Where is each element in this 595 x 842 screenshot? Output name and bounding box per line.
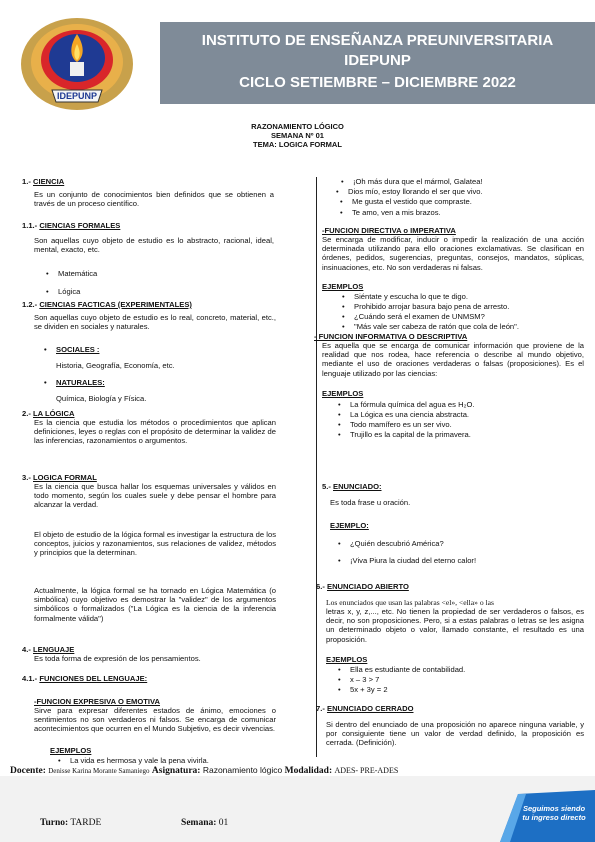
turno-label: Turno: [40, 818, 69, 828]
list-item: • Dios mío, estoy llorando el ser que vivo. [348, 187, 483, 196]
svg-text:IDEPUNP: IDEPUNP [56, 91, 98, 101]
week-title: SEMANA Nº 01 [271, 131, 324, 140]
list-item: • ¿Quién descubrió América? [350, 539, 444, 548]
section-enunciado-cerrado-heading: 7.- ENUNCIADO CERRADO [316, 704, 414, 713]
institute-banner [160, 22, 595, 104]
slogan-badge [500, 790, 595, 842]
section-logica-formal-text-2: El objeto de estudio de la lógica formal es investigar la estructura de los conceptos, juicios y razonamientos, sus relaciones de validez, métodos y principios que la determinan. [34, 530, 276, 558]
list-item: • 5x + 3y = 2 [350, 685, 388, 694]
course-info-line [10, 765, 398, 776]
idepunp-logo [18, 14, 136, 114]
funcion-expresiva-text: Sirve para expresar diferentes estados de ánimo, emociones o sentimientos no son verdaderos ni falsos. Se encarga de comunicar acontecimientos que ocurren en el Mundo Subjetivo, es decir vivencias. [34, 706, 276, 734]
list-item: • Trujillo es la capital de la primavera. [350, 430, 471, 439]
semana-value: 01 [218, 818, 229, 828]
slogan-line-2: tu ingreso directo [522, 813, 586, 822]
list-item: • Todo mamífero es un ser vivo. [350, 420, 452, 429]
funcion-informativa-examples-label: EJEMPLOS [322, 389, 364, 398]
funcion-expresiva-heading: -FUNCION EXPRESIVA O EMOTIVA [34, 697, 161, 706]
naturales-label: • NATURALES: [56, 378, 105, 387]
section-la-logica-heading: 2.- LA LÓGICA [22, 409, 75, 418]
modalidad-value: ADES- PRE-ADES [334, 766, 399, 775]
modalidad-label: Modalidad: [284, 766, 333, 776]
docente-value: Denisse Karina Morante Samaniego [48, 767, 150, 775]
funcion-directiva-text: Se encarga de modificar, inducir o impedir la realización de una acción determinada utilizando para ello oraciones exclamativas. Se clasifican en órdenes, pedidos, sugerencias, preguntas, consejos, mandatos, súplicas, insinuaciones, etc. No son verdaderas ni falsas. [322, 235, 584, 272]
section-enunciado-abierto-text-a: Los enunciados que usan las palabras <el», <ella» o las [326, 598, 494, 607]
list-item: • Ella es estudiante de contabilidad. [350, 665, 465, 674]
section-ciencia-text: Es un conjunto de conocimientos bien definidos que se obtienen a través de un proceso científico. [34, 190, 274, 209]
section-ciencias-formales-text: Son aquellas cuyo objeto de estudio es lo abstracto, racional, ideal, mental, exacto, etc. [34, 236, 274, 255]
section-ciencias-formales-heading: 1.1.- CIENCIAS FORMALES [22, 221, 121, 230]
list-item: • ¿Cuándo será el examen de UNMSM? [354, 312, 485, 321]
section-lenguaje-heading: 4.- LENGUAJE [22, 645, 75, 654]
section-ciencias-facticas-heading: 1.2.- CIENCIAS FACTICAS (EXPERIMENTALES) [22, 300, 192, 309]
section-funciones-lenguaje-heading: 4.1.- FUNCIONES DEL LENGUAJE: [22, 674, 148, 683]
enunciado-abierto-examples-label: EJEMPLOS [326, 655, 368, 664]
cycle-title: CICLO SETIEMBRE – DICIEMBRE 2022 [239, 74, 516, 91]
section-enunciado-cerrado-text: Si dentro del enunciado de una proposición no aparece ninguna variable, y por consiguiente tiene un valor de verdad definido, la proposición es cerrada. (Definición). [326, 720, 584, 748]
section-logica-formal-heading: 3.- LOGICA FORMAL [22, 473, 97, 482]
semana-label: Semana: [181, 818, 217, 828]
column-divider [316, 177, 317, 757]
left-column [22, 177, 307, 186]
list-item: • ¡Viva Piura la ciudad del eterno calor! [350, 556, 476, 565]
section-enunciado-text: Es toda frase u oración. [330, 498, 411, 507]
course-title: RAZONAMIENTO LÓGICO [251, 122, 344, 131]
section-ciencia-heading: 1.- CIENCIA [22, 177, 65, 186]
institute-acronym: IDEPUNP [344, 52, 411, 69]
list-item: • ¡Oh más dura que el mármol, Galatea! [353, 177, 483, 186]
list-item: • La fórmula química del agua es H₂O. [350, 400, 475, 409]
list-item: • Matemática [58, 269, 97, 278]
list-item: • La Lógica es una ciencia abstracta. [350, 410, 469, 419]
section-enunciado-heading: 5.- ENUNCIADO: [322, 482, 382, 491]
funcion-expresiva-examples-label: EJEMPLOS [50, 746, 92, 755]
section-lenguaje-text: Es toda forma de expresión de los pensamientos. [34, 654, 201, 663]
funcion-informativa-text: Es aquella que se encarga de comunicar información que proviene de la realidad que nos rodea, hace referencia o describe al mundo objetivo, mediante el uso de oraciones verdaderas o falsas (proposiciones). Es el lenguaje utilizado por las ciencias: [322, 341, 584, 378]
list-item: • "Más vale ser cabeza de ratón que cola de león". [354, 322, 519, 331]
list-item: • x – 3 > 7 [350, 675, 379, 684]
topic-title: TEMA: LOGICA FORMAL [253, 140, 342, 149]
section-logica-formal-text-3: Actualmente, la lógica formal se ha tornado en Lógica Matemática (o simbólica) cuyo objetivo es demostrar la "validez" de los argumentos simbólicos o formalizados ("La Lógica es la ciencia de la inferencia formalmente válida") [34, 586, 276, 623]
list-item: • Te amo, ven a mis brazos. [352, 208, 441, 217]
list-item: • Lógica [58, 287, 80, 296]
slogan-line-1: Seguimos siendo [522, 804, 586, 813]
asignatura-value: Razonamiento lógico [202, 765, 283, 775]
section-enunciado-abierto-heading: 6.- ENUNCIADO ABIERTO [316, 582, 409, 591]
section-la-logica-text: Es la ciencia que estudia los métodos o procedimientos que aplican definiciones, leyes o reglas con el propósito de determinar la validez de las inferencias, razonamientos o argumentos. [34, 418, 276, 446]
list-item: • Me gusta el vestido que compraste. [352, 197, 472, 206]
section-ciencias-facticas-text: Son aquellas cuyo objeto de estudio es lo real, concreto, material, etc., se dividen en sociales y naturales. [34, 313, 276, 332]
asignatura-label: Asignatura: [151, 766, 201, 776]
funcion-directiva-heading: -FUNCION DIRECTIVA o IMPERATIVA [322, 226, 456, 235]
enunciado-example-label: EJEMPLO: [330, 521, 369, 530]
list-item: • Siéntate y escucha lo que te digo. [354, 292, 468, 301]
section-logica-formal-text-1: Es la ciencia que busca hallar los esquemas universales y válidos en todo momento, según los cuales suele y debe pensar el hombre para alcanzar la verdad. [34, 482, 276, 510]
sociales-text: Historia, Geografía, Economía, etc. [56, 361, 175, 370]
section-enunciado-abierto-text-b: letras x, y, z,..., etc. No tienen la propiedad de ser verdaderos o falsos, es decir, no son proposiciones. Pero, si a estas palabras o letras se les asigna un determinado objeto o valor, llamado constante, el resultado es una proposición. [326, 607, 584, 644]
turno-value: TARDE [70, 818, 102, 828]
list-item: • Prohibido arrojar basura bajo pena de arresto. [354, 302, 509, 311]
list-item: • La vida es hermosa y vale la pena vivirla. [70, 756, 209, 765]
institute-name: INSTITUTO DE ENSEÑANZA PREUNIVERSITARIA [201, 32, 554, 49]
naturales-text: Química, Biología y Física. [56, 394, 147, 403]
docente-label: Docente: [10, 766, 46, 776]
turno-semana-line [40, 818, 228, 828]
funcion-directiva-examples-label: EJEMPLOS [322, 282, 364, 291]
sociales-label: • SOCIALES : [56, 345, 99, 354]
funcion-informativa-heading: - FUNCION INFORMATIVA O DESCRIPTIVA [314, 332, 468, 341]
